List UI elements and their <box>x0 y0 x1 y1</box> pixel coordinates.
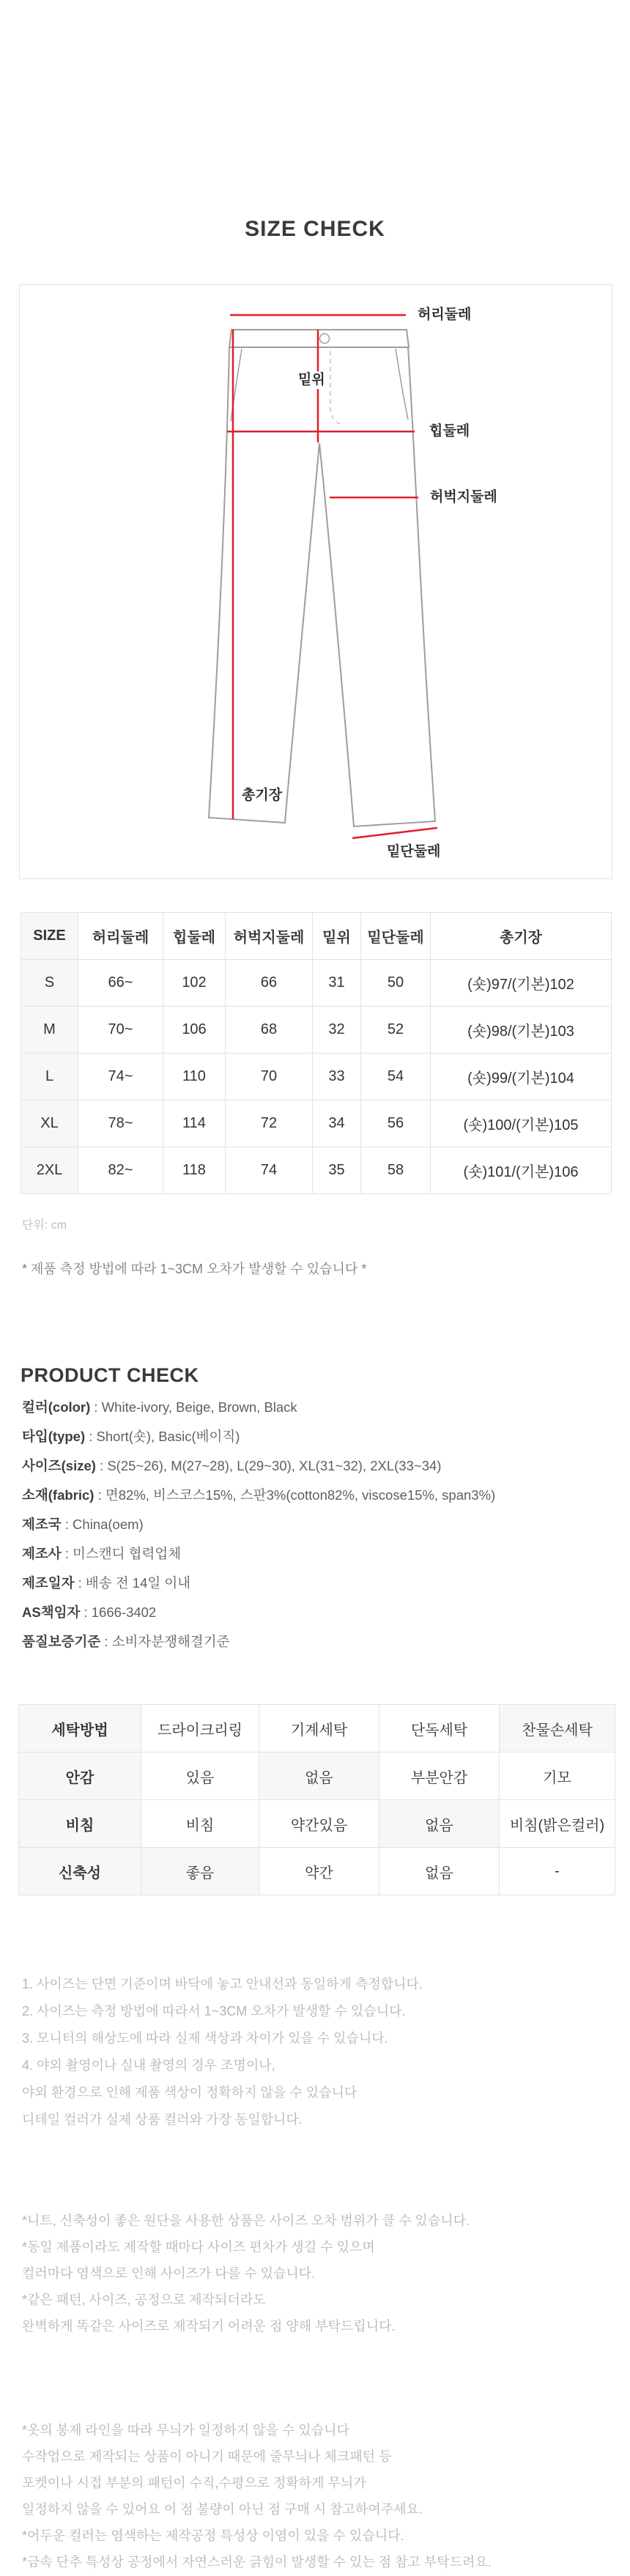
care-table-cell: 비침 <box>141 1800 259 1848</box>
size-table-cell: 32 <box>313 1007 361 1054</box>
product-info-value: : Short(숏), Basic(베이직) <box>85 1429 240 1444</box>
notes-line: *같은 패턴, 사이즈, 공정으로 제작되더라도 <box>22 2292 266 2307</box>
care-table-cell: 있음 <box>141 1753 259 1800</box>
care-table-cell: 단독세탁 <box>379 1705 500 1753</box>
product-info-label: 제조일자 <box>22 1575 75 1591</box>
size-table-cell: 66~ <box>78 960 163 1007</box>
care-table-cell: 없음 <box>379 1848 500 1895</box>
care-table-cell: 약간있음 <box>259 1800 379 1848</box>
product-info-label: 타입(type) <box>22 1429 86 1444</box>
care-table-cell: 찬물손세탁 <box>500 1705 615 1753</box>
size-table-cell: (숏)98/(기본)103 <box>431 1007 612 1054</box>
notes-line: *어두운 컬러는 염색하는 제작공정 특성상 이염이 있을 수 있습니다. <box>22 2528 404 2543</box>
care-table-cell: 없음 <box>379 1800 500 1848</box>
product-info-label: 제조사 <box>22 1546 62 1561</box>
size-table-cell: 70~ <box>78 1007 163 1054</box>
pants-waistband <box>229 330 409 347</box>
product-info-item <box>22 1627 495 1657</box>
size-table-cell: 74~ <box>78 1054 163 1100</box>
care-table-cell: 비침 <box>19 1800 141 1848</box>
size-table-cell: 118 <box>163 1147 226 1194</box>
care-table-cell: 비침(밝은컬러) <box>500 1800 615 1848</box>
product-info-list <box>22 1393 495 1657</box>
notes-line: *옷의 봉제 라인을 따라 무늬가 일정하지 않을 수 있습니다 <box>22 2423 349 2438</box>
product-info-label: 품질보증기준 <box>22 1634 101 1649</box>
product-info-item <box>22 1481 495 1510</box>
care-table-cell: 안감 <box>19 1753 141 1800</box>
care-table-cell: 기모 <box>500 1753 615 1800</box>
size-table-cell: 56 <box>361 1100 431 1147</box>
size-table-cell: M <box>21 1007 78 1054</box>
care-table-cell: 약간 <box>259 1848 379 1895</box>
label-length: 총기장 <box>240 787 284 804</box>
product-info-label: 제조국 <box>22 1517 62 1532</box>
label-hem: 밑단둘레 <box>385 843 442 861</box>
size-table-cell: 68 <box>226 1007 313 1054</box>
size-table-cell: 58 <box>361 1147 431 1194</box>
size-table-cell: 74 <box>226 1147 313 1194</box>
product-info-item <box>22 1393 495 1422</box>
notes-block-pattern <box>22 2417 492 2575</box>
label-hip: 힙둘레 <box>427 423 472 440</box>
product-info-label: 사이즈(size) <box>22 1458 96 1473</box>
notes-line: *금속 단추 특성상 공정에서 자연스러운 긁힘이 발생할 수 있는 점 참고 부탁드려요. <box>22 2555 492 2569</box>
tolerance-note: * 제품 측정 방법에 따라 1~3CM 오차가 발생할 수 있습니다 * <box>22 1262 367 1276</box>
size-table-cell: 82~ <box>78 1147 163 1194</box>
care-table-cell: 부분안감 <box>379 1753 500 1800</box>
product-info-label: 소재(fabric) <box>22 1487 94 1503</box>
notes-line: 2. 사이즈는 측정 방법에 따라서 1~3CM 오차가 발생할 수 있습니다. <box>22 2004 406 2018</box>
size-check-title: SIZE CHECK <box>245 217 385 241</box>
product-info-value: : 소비자분쟁해결기준 <box>100 1634 230 1649</box>
size-table-cell: 102 <box>163 960 226 1007</box>
notes-line: 포켓이나 시접 부분의 패턴이 수직,수평으로 정확하게 무늬가 <box>22 2476 366 2490</box>
care-table-row <box>19 1848 615 1895</box>
size-table-cell: 106 <box>163 1007 226 1054</box>
product-info-label: 컬러(color) <box>22 1399 91 1415</box>
size-table-header-cell: 총기장 <box>431 913 612 960</box>
size-table-cell: 54 <box>361 1054 431 1100</box>
care-table-row <box>19 1705 615 1753</box>
notes-line: 수작업으로 제작되는 상품이 아니기 때문에 줄무늬나 체크패턴 등 <box>22 2449 392 2464</box>
product-info-label: AS책임자 <box>22 1605 81 1620</box>
product-info-item <box>22 1510 495 1539</box>
notes-line: 완벽하게 똑같은 사이즈로 제작되기 어려운 점 양해 부탁드립니다. <box>22 2319 396 2333</box>
notes-line: 일정하지 않을 수 있어요 이 점 불량이 아닌 점 구매 시 참고하여주세요. <box>22 2502 423 2517</box>
notes-block-measure <box>22 1971 423 2133</box>
size-table-cell: (숏)97/(기본)102 <box>431 960 612 1007</box>
product-info-item <box>22 1598 495 1627</box>
care-table-row <box>19 1800 615 1848</box>
size-table-cell: XL <box>21 1100 78 1147</box>
pants-outline <box>209 347 435 826</box>
size-table-cell: 72 <box>226 1100 313 1147</box>
size-table <box>21 912 612 1194</box>
unit-note: 단위: cm <box>22 1219 67 1232</box>
product-info-item <box>22 1539 495 1569</box>
product-info-value: : 1666-3402 <box>80 1605 157 1620</box>
product-info-value: : 미스캔디 협력업체 <box>61 1546 182 1561</box>
size-table-row <box>21 1100 612 1147</box>
measure-line-hem <box>352 828 437 838</box>
size-table-header-cell: 허벅지둘레 <box>226 913 313 960</box>
size-table-cell: 33 <box>313 1054 361 1100</box>
care-table-cell: 좋음 <box>141 1848 259 1895</box>
size-table-cell: 52 <box>361 1007 431 1054</box>
product-info-item <box>22 1422 495 1451</box>
care-table-cell: - <box>500 1848 615 1895</box>
product-info-value: : 배송 전 14일 이내 <box>74 1575 191 1591</box>
notes-block-size-variance <box>22 2207 470 2339</box>
notes-line: 디테일 컬러가 실제 상품 컬러와 가장 동일합니다. <box>22 2112 303 2127</box>
notes-line: *니트, 신축성이 좋은 원단을 사용한 상품은 사이즈 오차 범위가 클 수 있습니다. <box>22 2213 470 2228</box>
size-table-cell: 66 <box>226 960 313 1007</box>
size-table-cell: 114 <box>163 1100 226 1147</box>
product-info-value: : 면82%, 비스코스15%, 스판3%(cotton82%, viscose15%, span3%) <box>94 1487 496 1503</box>
size-table-row <box>21 1007 612 1054</box>
size-table-cell: L <box>21 1054 78 1100</box>
size-table-row <box>21 1147 612 1194</box>
size-table-row <box>21 960 612 1007</box>
size-table-cell: (숏)100/(기본)105 <box>431 1100 612 1147</box>
notes-line: 4. 야외 촬영이나 실내 촬영의 경우 조명이나, <box>22 2058 275 2073</box>
product-info-value: : White-ivory, Beige, Brown, Black <box>90 1399 297 1415</box>
size-table-header-cell: 밑단둘레 <box>361 913 431 960</box>
size-table-cell: 35 <box>313 1147 361 1194</box>
care-table-cell: 기계세탁 <box>259 1705 379 1753</box>
size-table-cell: 70 <box>226 1054 313 1100</box>
notes-line: 야외 환경으로 인해 제품 색상이 정확하지 않을 수 있습니다 <box>22 2085 357 2100</box>
size-table-cell: S <box>21 960 78 1007</box>
label-thigh: 허벅지둘레 <box>428 489 500 506</box>
size-table-header-cell: 허리둘레 <box>78 913 163 960</box>
notes-line: 컬러마다 염색으로 인해 사이즈가 다를 수 있습니다. <box>22 2266 316 2281</box>
care-table-cell: 없음 <box>259 1753 379 1800</box>
notes-line: *동일 제품이라도 제작할 때마다 사이즈 편차가 생길 수 있으며 <box>22 2240 375 2254</box>
size-table-header-row <box>21 913 612 960</box>
care-table-cell: 드라이크리링 <box>141 1705 259 1753</box>
care-table <box>18 1704 615 1895</box>
product-info-value: : S(25~26), M(27~28), L(29~30), XL(31~32), 2XL(33~34) <box>95 1458 442 1473</box>
size-table-cell: 50 <box>361 960 431 1007</box>
size-table-header-cell: 힙둘레 <box>163 913 226 960</box>
size-table-header-cell: SIZE <box>21 913 78 960</box>
label-rise: 밑위 <box>296 371 327 389</box>
product-info-value: : China(oem) <box>61 1517 144 1532</box>
size-diagram <box>19 284 612 879</box>
size-table-cell: 110 <box>163 1054 226 1100</box>
care-table-cell: 신축성 <box>19 1848 141 1895</box>
notes-line: 3. 모니터의 해상도에 따라 실제 색상과 차이가 있을 수 있습니다. <box>22 2031 388 2046</box>
size-table-cell: 78~ <box>78 1100 163 1147</box>
product-info-item <box>22 1569 495 1598</box>
label-waist: 허리둘레 <box>415 306 473 324</box>
size-table-row <box>21 1054 612 1100</box>
care-table-cell: 세탁방법 <box>19 1705 141 1753</box>
product-check-title: PRODUCT CHECK <box>21 1364 199 1386</box>
size-table-cell: 31 <box>313 960 361 1007</box>
size-table-cell: 2XL <box>21 1147 78 1194</box>
product-info-item <box>22 1451 495 1481</box>
size-table-header-cell: 밑위 <box>313 913 361 960</box>
size-table-cell: (숏)99/(기본)104 <box>431 1054 612 1100</box>
size-table-cell: 34 <box>313 1100 361 1147</box>
care-table-row <box>19 1753 615 1800</box>
size-table-cell: (숏)101/(기본)106 <box>431 1147 612 1194</box>
notes-line: 1. 사이즈는 단면 기준이며 바닥에 놓고 안내선과 동일하게 측정합니다. <box>22 1977 423 1991</box>
